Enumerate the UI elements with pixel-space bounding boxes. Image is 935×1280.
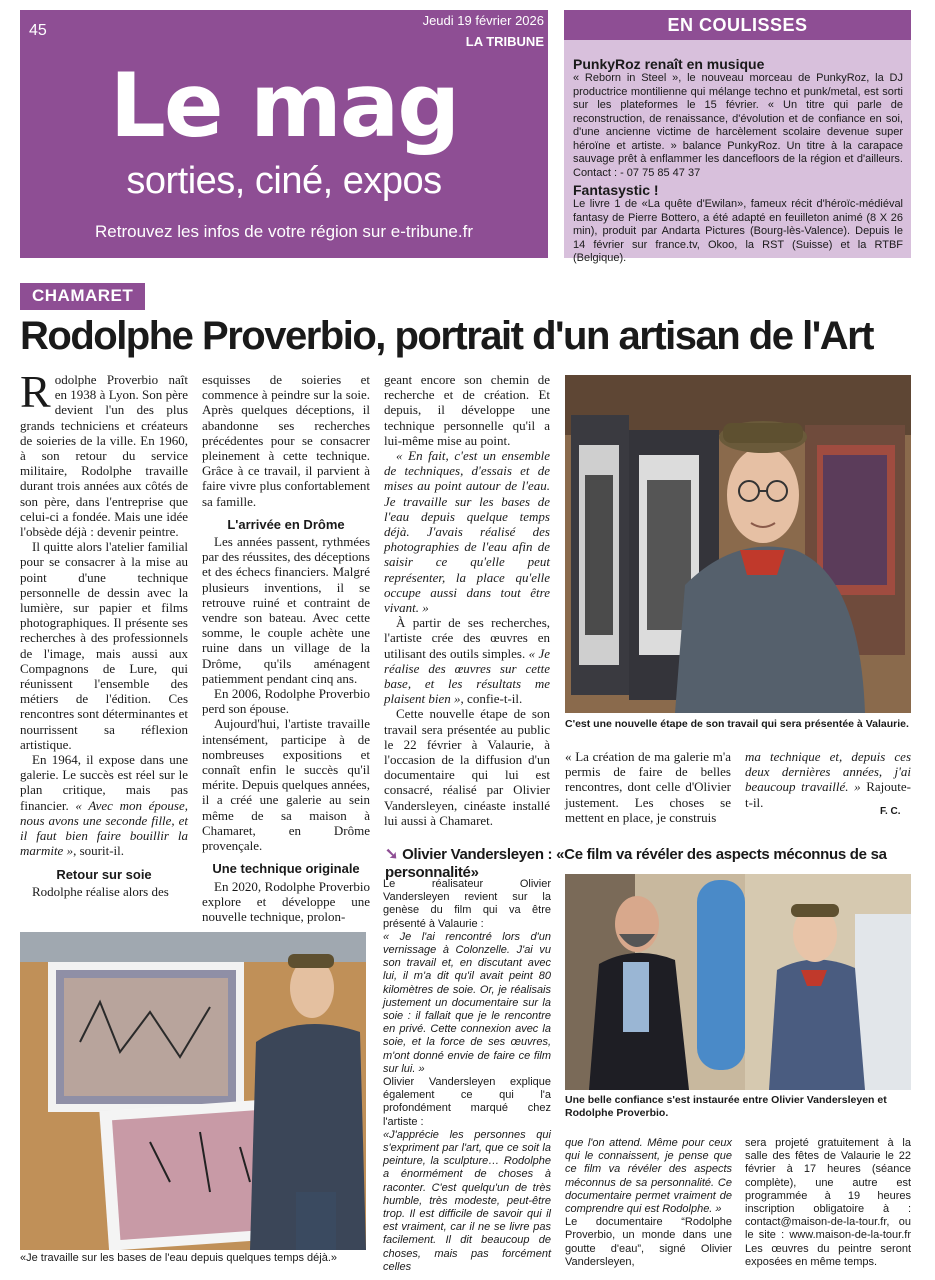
coulisses-item2-text: Le livre 1 de «La quête d'Ewilan», fameux récit d'héroïc-médiéval fantasy de Pierre Bottero, a été adapté en feuilleton animé (8 X 26 min), produit par Andarta Pictures (Bourg-lès-Valence). Depuis le 14 février sur france.tv, Okoo, la RST (Suisse) et la RTBF (Belgique).	[573, 198, 903, 264]
paragraph: Rodolphe Proverbio naît en 1938 à Lyon. Son père devient l'un des plus grands techniciens et créateurs de soieries de la ville. En 1960, à son retour du service militaire, Rodolphe travaille durant trois années aux côtés de son père, dans l'entreprise que celui-ci a fondée. Mais une idée l'obsède déjà : devenir peintre.	[20, 366, 188, 540]
photo-artist-portrait-image	[565, 375, 911, 713]
issue-date: Jeudi 19 février 2026	[422, 13, 544, 28]
paragraph: Les années passent, rythmées par des réussites, des déceptions et des échecs financiers. Malgré plusieurs inventions, il se retrouve ruiné et contraint de vendre son bateau. Avec cette somme, le couple achète une ruine dans un village de la Drôme, qu'ils aménagent patiemment pendant cinq ans.	[202, 534, 370, 686]
paragraph: esquisses de soieries et commence à peindre sur la soie. Après quelques déceptions, il abandonne ses recherches précédentes pour se consacrer pleinement à cette technique. Grâce à ce travail, il parvient à faire vivre plus confortablement sa famille.	[202, 372, 370, 509]
photo-artist-with-artworks	[20, 932, 366, 1250]
subheading: Retour sur soie	[56, 866, 152, 882]
mag-title: Le mag	[109, 54, 459, 157]
quote-paragraph: «J'apprécie les personnes qui s'expriment par l'art, que ce soit la peinture, la sculpture… Rodolphe a énormément de choses à raconter. C'est quelqu'un de très humble, très modeste, peut-être trop. Il est difficile de savoir qui il est vraiment, car il ne se livre pas facilement. Il dit beaucoup de choses, mais pas forcément celles	[383, 1128, 551, 1273]
section-tag: CHAMARET	[20, 283, 145, 310]
quote-paragraph: que l'on attend. Même pour ceux qui le connaissent, je pense que ce film va révéler des aspects méconnus de sa personnalité. Ce documentaire permet vraiment de comprendre qui est Rodolphe. »	[565, 1137, 732, 1216]
page-number: 45	[29, 22, 47, 39]
photo-artist-with-artworks-caption: «Je travaille sur les bases de l'eau depuis quelques temps déjà.»	[20, 1252, 338, 1264]
mag-website-link[interactable]: Retrouvez les infos de votre région sur e-tribune.fr	[95, 222, 473, 241]
artist-quote-part2: ma technique et, depuis ces deux dernières années, j'ai beaucoup travaillé. » Rajoute-t-il.	[745, 749, 912, 810]
article-column-1	[20, 366, 188, 899]
paragraph: Le réalisateur Olivier Vandersleyen revient sur la genèse du film qui va être présenté à Valaurie :	[383, 878, 551, 930]
arrow-down-right-icon: ➘	[385, 846, 399, 863]
coulisses-item2-title: Fantasystic !	[573, 182, 659, 198]
interview-column-1	[383, 878, 551, 1274]
subheading: Une technique originale	[212, 861, 360, 877]
mag-subtitle: sorties, ciné, expos	[126, 160, 442, 202]
photo-director-and-artist-image	[565, 874, 911, 1090]
mag-banner	[20, 10, 548, 258]
coulisses-item1-title: PunkyRoz renaît en musique	[573, 56, 765, 72]
paragraph: En 2020, Rodolphe Proverbio explore et développe une nouvelle technique, prolon-	[202, 878, 370, 924]
interview-column-2	[565, 1137, 732, 1269]
artist-quote-part1: « La création de ma galerie m'a permis de faire de belles rencontres, dont celle d'Olivier justement. Les choses se mettent en place, je construis	[565, 749, 731, 825]
paragraph: Olivier Vandersleyen explique également ce qui l'a profondément marqué chez l'artiste :	[383, 1076, 551, 1128]
paragraph: À partir de ses recherches, l'artiste crée des œuvres en utilisant des outils simples. « Je réalise des œuvres sur cette base, et les résultats me plaisent bien », confie-t-il.	[384, 615, 550, 707]
paragraph: Cette nouvelle étape de son travail sera présentée au public le 22 février à Valaurie, à l'occasion de la diffusion d'un documentaire qui lui est consacré, réalisé par Olivier Vandersleyen, cinéaste installé lui aussi à Chamaret.	[384, 706, 550, 828]
paragraph: Le documentaire “Rodolphe Proverbio, un monde dans une goutte d'eau”, signé Olivier Vandersleyen,	[565, 1216, 732, 1268]
article-column-2	[202, 372, 370, 924]
paragraph: sera projeté gratuitement à la salle des fêtes de Valaurie le 22 février à 17 heures (séance complète), une autre est programmée à 19 heures inscription obligatoire à : contact@maison-de-la-tour.fr, ou le site : www.maison-de-la-tour.fr Les œuvres du peintre seront exposées en même temps.	[745, 1137, 911, 1268]
interview-column-3	[745, 1137, 911, 1269]
coulisses-box	[564, 10, 911, 264]
quote-paragraph: « En fait, c'est un ensemble de techniques, d'essais et de mises au point autour de l'eau. Je travaille sur les bases de l'eau depuis quelque temps déjà. J'avais réalisé des photographies de l'eau afin de saisir ce qu'elle peut représenter, la place qu'elle occupe aussi dans tout être vivant. »	[384, 448, 550, 616]
quote-paragraph: « Je l'ai rencontré lors d'un vernissage à Colonzelle. J'ai vu son travail et, en discutant avec lui, il m'a dit qu'il avait peint 80 kilomètres de soie. Or, je réalisais justement un documentaire sur la soie : il fallait que je le rencontre en privé. Cette connexion avec la soie, et la force de ses œuvres, m'ont donné envie de faire ce film sur lui. »	[383, 930, 551, 1075]
coulisses-content	[573, 56, 903, 266]
article-column-3	[384, 372, 550, 828]
newspaper-name: LA TRIBUNE	[465, 34, 544, 49]
coulisses-title: EN COULISSES	[564, 10, 911, 40]
paragraph: Rodolphe réalise alors des	[32, 883, 169, 899]
author-signature: F. C.	[880, 806, 901, 817]
photo-artist-portrait-caption: C'est une nouvelle étape de son travail qui sera présentée à Valaurie.	[565, 718, 909, 730]
photo-director-and-artist	[565, 874, 911, 1090]
coulisses-item1-text: « Reborn in Steel », le nouveau morceau de PunkyRoz, la DJ productrice montilienne qui mélange techno et punk/metal, est sorti sur les plateformes le 15 février. « Un titre qui parle de reconstruction, de renaissance, d'évolution et de confiance en soi, d'une ancienne victime de harcèlement scolaire devenue super héroïne et artiste. » balance PunkyRoz. Un titre à la carapace sauvage prêt à enflammer les dancefloors de la région et d'ailleurs. Contact : - 07 75 85 47 37	[573, 72, 903, 179]
interview-headline: ➘ Olivier Vandersleyen : «Ce film va révéler des aspects méconnus de sa personnalité»	[385, 846, 887, 881]
paragraph: geant encore son chemin de recherche et de création. Et depuis, il développe une technique personnelle qu'il a lui-même mise au point.	[384, 372, 550, 448]
paragraph: Il quitte alors l'atelier familial pour se consacrer à la mise au point d'une technique personnelle de dessin avec la lumière, sur papier et films photographiques. Il présente ses recherches à des professionnels de l'image, mais aussi aux Compagnons de Lure, qui réunissent l'ensemble des métiers de l'édition. Ces rencontres sont déterminantes et nourrissent sa réflexion artistique.	[20, 539, 188, 752]
subheading: L'arrivée en Drôme	[227, 516, 345, 532]
photo-artist-with-artworks-image	[20, 932, 366, 1250]
paragraph: Aujourd'hui, l'artiste travaille intensément, participe à de nombreuses expositions et connaît enfin le succès qu'il mérite. Depuis quelques années, il a créé une galerie au sein même de sa maison à Chamaret, en Drôme provençale.	[202, 716, 370, 854]
drop-cap: R	[20, 366, 51, 417]
photo-director-and-artist-caption: Une belle confiance s'est instaurée entre Olivier Vandersleyen et Rodolphe Proverbio.	[565, 1094, 887, 1119]
paragraph: En 2006, Rodolphe Proverbio perd son épouse.	[202, 686, 370, 717]
paragraph: En 1964, il expose dans une galerie. Le succès est réel sur le plan critique, mais pas financier. « Avec mon épouse, nous avons une seconde fille, et il faut bien faire bouillir la marmite », sourit-il.	[20, 752, 188, 859]
photo-artist-portrait	[565, 375, 911, 713]
article-headline: Rodolphe Proverbio, portrait d'un artisan de l'Art	[20, 314, 873, 358]
